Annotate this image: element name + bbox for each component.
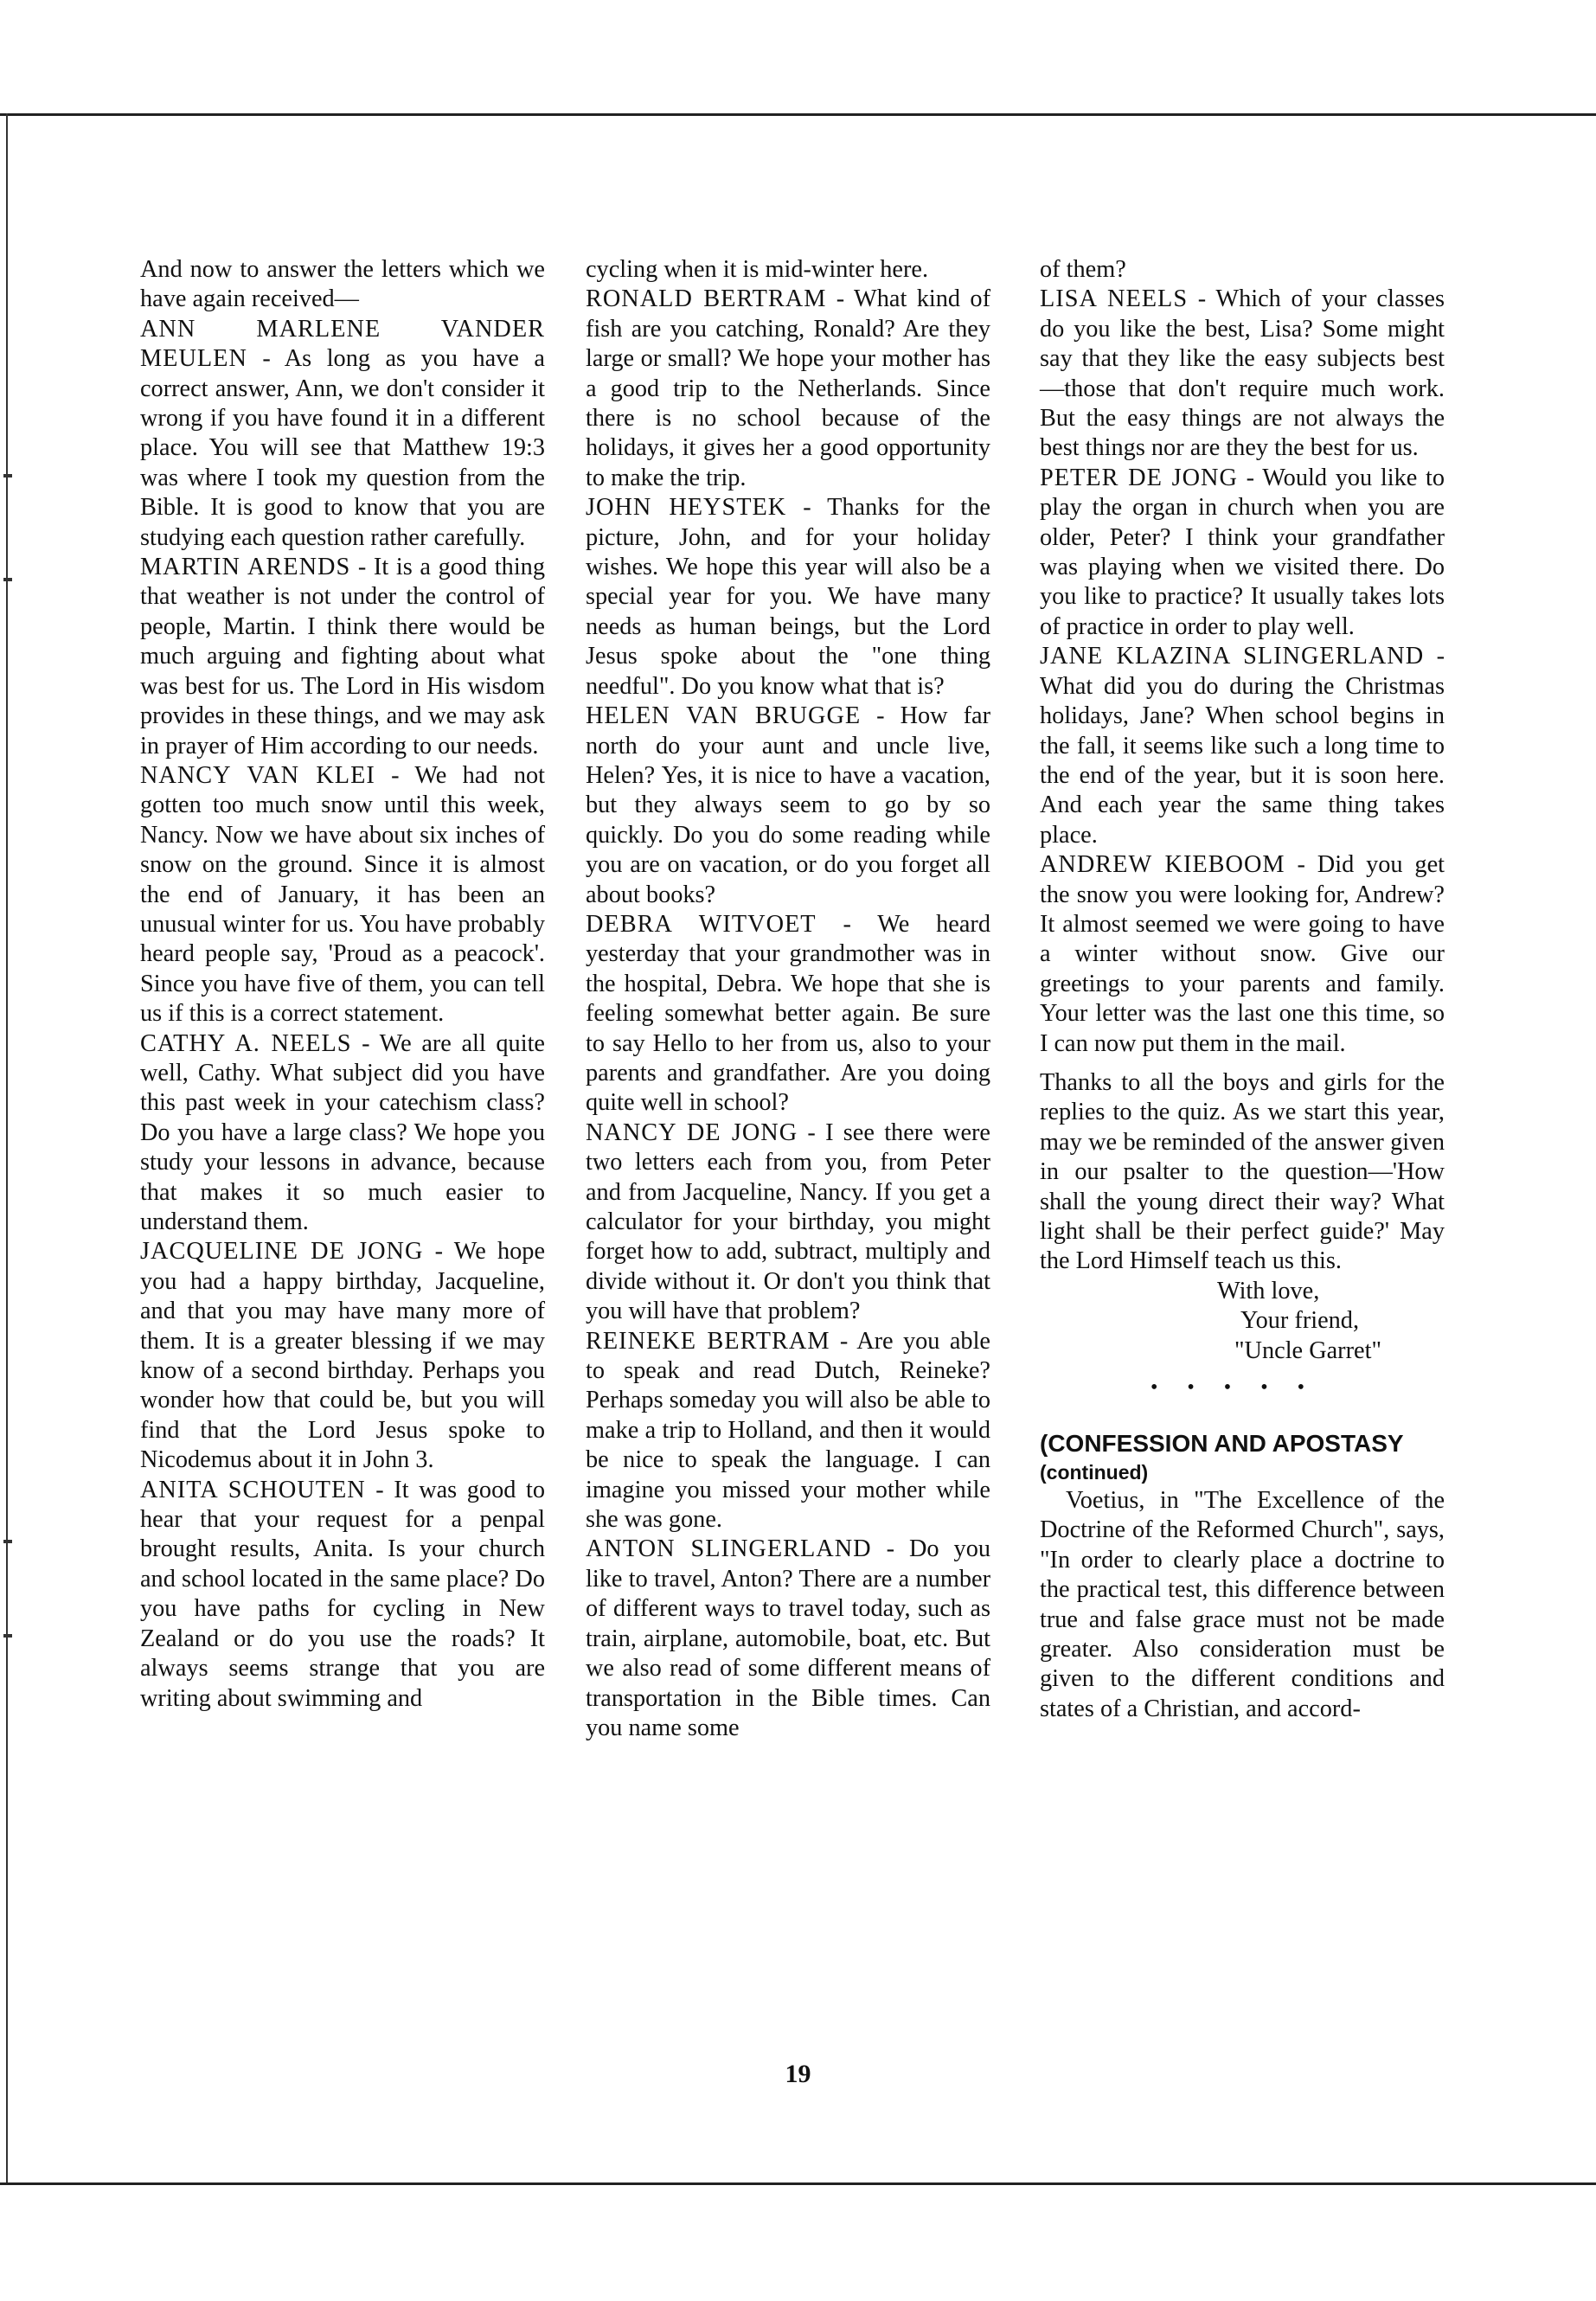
letter-reply [140, 1237, 545, 1475]
letter-name: LISA NEELS [1040, 285, 1189, 313]
letter-name: DEBRA WITVOET [586, 910, 817, 938]
letter-reply [140, 1476, 545, 1714]
letter-text: - We are all quite well, Cathy. What subject did you have this past week in your catechism class? Do you have a large class? We hope you study your lessons in advance, because that makes it so much easier to understand them. [140, 1029, 545, 1235]
letter-text: - As long as you have a correct answer, Ann, we don't consider it wrong if you have found it in a different place. You will see that Matthew 19:3 was where I took my question from the Bible. It is good to know that you are studying each question rather carefully. [140, 345, 545, 551]
letter-name: HELEN VAN BRUGGE [586, 702, 862, 730]
continuation-paragraph: of them? [1040, 256, 1126, 283]
letter-name: ANDREW KIEBOOM [1040, 851, 1285, 879]
left-border-rule [6, 113, 8, 2185]
closing-paragraph: Thanks to all the boys and girls for the replies to the quiz. As we start this year, may we be reminded of the answer given in our psalter to the question—'How shall the young direct their way? What light shall be their perfect guide?' May the Lord Himself teach us this. [1040, 1068, 1445, 1275]
letter-text: - We had not gotten too much snow until this week, Nancy. Now we have about six inches of snow on the ground. Since it is almost the end of January, it has been an unusual winter for us. You have probably heard people say, 'Proud as a peacock'. Since you have five of them, you can tell us if this is a correct statement. [140, 761, 545, 1028]
letter-text: - Would you like to play the organ in church when you are older, Peter? I think your grandfather was playing when we visited there. Do you like to practice? It usually takes lots of practice in order to play well. [1040, 464, 1445, 640]
letter-text: - It is a good thing that weather is not under the control of people, Martin. I think there would be much arguing and fighting about what was best for us. The Lord in His wisdom provides in these things, and we may ask in prayer of Him according to our needs. [140, 554, 545, 760]
letter-name: CATHY A. NEELS [140, 1029, 352, 1057]
letter-text: - We heard yesterday that your grandmother was in the hospital, Debra. We hope that she is feeling somewhat better again. Be sure to say Hello to her from us, also to your parents and grandfather. Are you doing quite well in school? [586, 910, 990, 1117]
letter-reply [586, 1535, 990, 1743]
bottom-border-rule [0, 2182, 1596, 2185]
letter-name: ANTON SLINGERLAND [586, 1535, 872, 1563]
edge-mark [3, 474, 12, 478]
letter-reply [140, 761, 545, 1029]
letter-text: - Do you like to travel, Anton? There are a number of different ways to travel today, such as train, airplane, automobile, boat, etc. But we also read of some different means of transportation in the Bible times. Can you name some [586, 1535, 990, 1741]
letter-text: - It was good to hear that your request for a penpal brought results, Anita. Is your church and school located in the same place? Do you have paths for cycling in New Zealand or do you use the roads? It always seems strange that you are writing about swimming and [140, 1476, 545, 1712]
letter-reply [1040, 850, 1445, 1059]
letter-name: REINEKE BERTRAM [586, 1327, 830, 1355]
letter-name: NANCY VAN KLEI [140, 761, 375, 789]
letter-reply [586, 1118, 990, 1327]
letter-name: RONALD BERTRAM [586, 285, 827, 313]
letter-reply [586, 493, 990, 702]
letter-reply [140, 315, 545, 553]
letter-text: - Did you get the snow you were looking for, Andrew? It almost seemed we were going to have a winter without snow. Give our greetings to your parents and family. Your letter was the last one this time, so I can now put them in the mail. [1040, 851, 1445, 1057]
letter-name: JACQUELINE DE JONG [140, 1238, 424, 1266]
intro-paragraph: And now to answer the letters which we have again received— [140, 256, 545, 313]
letter-name: ANN MARLENE VANDER MEULEN [140, 315, 545, 373]
signoff-signature: "Uncle Garret" [1234, 1336, 1382, 1364]
letter-name: NANCY DE JONG [586, 1118, 798, 1146]
letter-reply [586, 702, 990, 910]
letter-text: - Thanks for the picture, John, and for your holiday wishes. We hope this year will also be a special year for you. We have many needs as human beings, but the Lord Jesus spoke about the "one thing needful". Do you know what that is? [586, 494, 990, 700]
article-heading: (CONFESSION AND APOSTASY [1040, 1430, 1404, 1458]
letter-text: - Are you able to speak and read Dutch, Reineke? Perhaps someday you will also be able to make a trip to Holland, and then it would be nice to speak the language. I can imagine you missed your mother while she was gone. [586, 1327, 990, 1534]
letter-name: JANE KLAZINA SLINGERLAND [1040, 643, 1425, 670]
top-border-rule [0, 113, 1596, 116]
letter-reply [1040, 285, 1445, 463]
letter-text: - How far north do your aunt and uncle live, Helen? Yes, it is nice to have a vacation, but they always seem to go by so quickly. Do you do some reading while you are on vacation, or do you forget all about books? [586, 702, 990, 908]
letter-reply [586, 1327, 990, 1535]
edge-mark [3, 578, 12, 581]
letter-text: - What did you do during the Christmas holidays, Jane? When school begins in the fall, it seems like such a long time to the end of the year, but it is soon here. And each year the same thing takes place. [1040, 643, 1445, 849]
letter-text: - We hope you had a happy birthday, Jacqueline, and that you may have many more of them. It is a greater blessing if we may know of a second birthday. Perhaps you wonder how that could be, but you will find that the Lord Jesus spoke to Nicodemus about it in John 3. [140, 1238, 546, 1474]
article-subheading: (continued) [1040, 1461, 1149, 1484]
letter-reply [586, 910, 990, 1118]
letter-reply [586, 285, 990, 493]
edge-mark [3, 1634, 12, 1638]
letter-reply [1040, 464, 1445, 642]
letter-name: JOHN HEYSTEK [586, 494, 787, 522]
letter-name: ANITA SCHOUTEN [140, 1476, 366, 1503]
letter-reply [140, 1029, 545, 1238]
page-number: 19 [785, 2060, 811, 2088]
column-3 [1040, 255, 1445, 1724]
letter-text: - Which of your classes do you like the best, Lisa? Some might say that they like the easy subjects best—those that don't require much work. But the easy things are not always the best things nor are they the best for us. [1040, 285, 1445, 462]
article-paragraph: Voetius, in "The Excellence of the Doctrine of the Reformed Church", says, "In order to clearly place a doctrine to the practical test, this difference between true and false grace must not be made greater. Also consideration must be given to the different conditions and states of a Christian, and accord- [1040, 1487, 1445, 1722]
signoff-line: With love, [1217, 1277, 1320, 1304]
continuation-paragraph: cycling when it is mid-winter here. [586, 256, 929, 283]
edge-mark [3, 1540, 12, 1543]
letter-name: PETER DE JONG [1040, 464, 1238, 491]
signoff [1040, 1277, 1445, 1366]
signoff-line: Your friend, [1240, 1307, 1360, 1335]
column-2 [586, 255, 990, 1743]
letter-text: - I see there were two letters each from you, from Peter and from Jacqueline, Nancy. If you get a calculator for your birthday, you might forget how to add, subtract, multiply and divide without it. Or don't you think that you will have that problem? [586, 1118, 990, 1325]
column-1 [140, 255, 545, 1714]
letter-reply [140, 553, 545, 761]
letter-name: MARTIN ARENDS [140, 554, 351, 581]
section-separator: • • • • • [1150, 1376, 1317, 1400]
letter-text: - What kind of fish are you catching, Ronald? Are they large or small? We hope your mother has a good trip to the Netherlands. Since there is no school because of the holidays, it gives her a good opportunity to make the trip. [586, 285, 990, 491]
letter-reply [1040, 642, 1445, 850]
